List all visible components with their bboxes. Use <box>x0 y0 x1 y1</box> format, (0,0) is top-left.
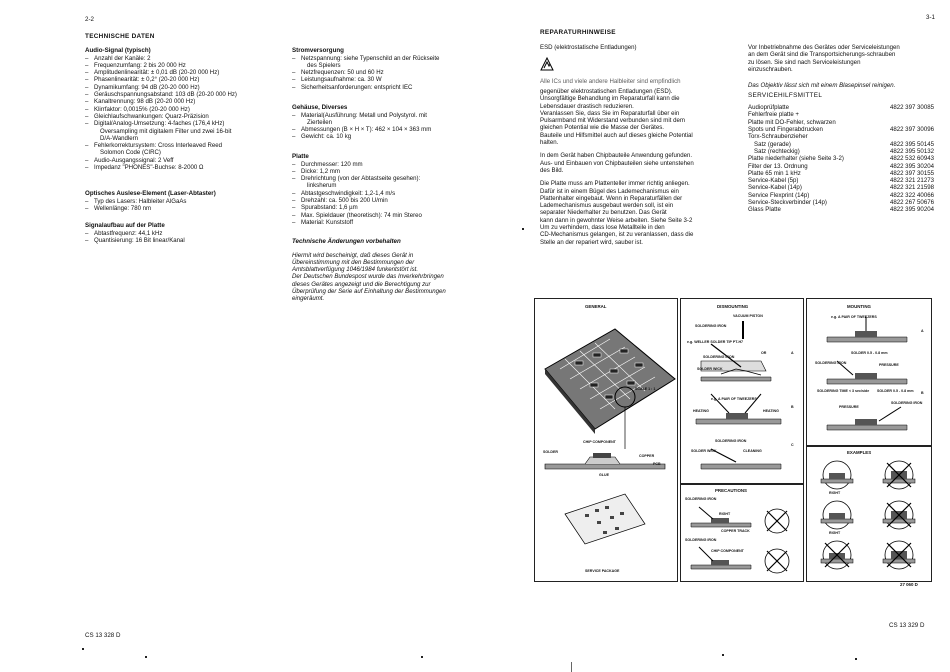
optic-heading: Optisches Auslese-Element (Laser-Abtaster) <box>85 190 216 197</box>
text-line: Unsorgfältige Behandlung im Reparaturfall kann die <box>540 95 680 103</box>
table-row: Platte niederhalter (siehe Seite 3-2) 4822 532 60943 <box>748 155 934 163</box>
changes-line: Überprüfung der Serie auf Einhaltung der Bestimmungen <box>292 288 446 296</box>
right-label: RIGHT <box>829 491 841 495</box>
list-item: – Netzfrequenzen: 50 und 60 Hz <box>292 69 492 76</box>
fold-mark <box>571 662 572 672</box>
changes-line: Übereinstimmung mit den Bestimmungen der <box>292 258 415 266</box>
soldering-iron-label: SOLDERING IRON <box>685 497 717 501</box>
examples-title: EXAMPLES <box>847 450 872 455</box>
text-line: Vor Inbetriebnahme des Gerätes oder Serviceleistungen <box>748 44 900 51</box>
list-item: – Gleichlaufschwankungen: Quarz-Präzision <box>85 113 285 120</box>
text-line: Stelle an der repariert wird, sauber ist. <box>540 238 643 246</box>
list-item: – Fehlerkorrektursystem: Cross Interleaved Reed <box>85 142 285 149</box>
list-item: – Impedanz "PHONES"-Buchse: 8-2000 Ω <box>85 164 285 171</box>
step-b-label: B <box>791 405 794 409</box>
list-item: – Drehzahl: ca. 500 bis 200 U/min <box>292 197 492 204</box>
table-row: Service-Steckverbinder (14p) 4822 267 50676 <box>748 199 934 207</box>
table-row: Audioprüfplatte 4822 397 30085 <box>748 104 934 112</box>
glue-label: GLUE <box>599 473 609 477</box>
right-label: RIGHT <box>719 512 731 516</box>
text-line: separater Niederhalter zu benutzen. Das Gerät <box>540 209 667 217</box>
page-title-left: TECHNISCHE DATEN <box>85 33 155 40</box>
page-number-left: 2-2 <box>85 16 94 23</box>
changes-line: Der Deutschen Bundespost wurde das Inverkehrbringen <box>292 273 444 281</box>
table-row: Spots und Fingerabdrucken 4822 397 30096 <box>748 126 934 134</box>
changes-line: Hiermit wird bescheinigt, daß dieses Gerät in <box>292 251 414 259</box>
soldering-iron-label: SOLDERING IRON <box>703 355 735 359</box>
changes-line: dieses Gerätes angezeigt und die Berechtigung zur <box>292 280 431 288</box>
table-row: Torx-Schraubenzieher <box>748 133 808 141</box>
table-row: Platte mit DO-Fehler, schwarzen <box>748 118 836 126</box>
solder-wick-label: SOLDER WICK <box>691 449 717 453</box>
list-item: – Geräuschspannungsabstand: 103 dB (20-20 000 Hz) <box>85 91 285 98</box>
list-item: – Quantisierung: 16 Bit linear/Kanal <box>85 237 285 244</box>
list-item: – Netzspannung: siehe Typenschild an der Rückseite <box>292 55 492 62</box>
list-item: – Spurabstand: 1,6 µm <box>292 204 492 211</box>
cleaning-label: CLEANING <box>743 449 762 453</box>
examples-panel <box>806 446 932 582</box>
step-b-label: B <box>921 391 924 395</box>
text-line: Pulsarmband mit Widerstand verbunden sind mit dem <box>540 117 685 125</box>
copper-track-label: COPPER TRACK <box>721 529 750 533</box>
paragraph <box>540 180 740 246</box>
power-heading: Stromversorgung <box>292 47 344 54</box>
or-label: OR <box>761 351 767 355</box>
mounting-title: MOUNTING <box>847 304 871 309</box>
list-item-continuation: linksherum <box>307 182 337 190</box>
table-row: Service-Kabel (14p) 4822 321 21598 <box>748 184 934 192</box>
step-a-label: A <box>791 351 794 355</box>
list-item-continuation: Zierteilen <box>307 118 333 126</box>
list-item: – Frequenzumfang: 2 bis 20 000 Hz <box>85 62 285 69</box>
list-item: – Abtastgeschwindigkeit: 1,2-1,4 m/s <box>292 190 492 197</box>
list-item: – Drehrichtung (von der Abtastseite gesehen): <box>292 175 492 182</box>
table-row: Platte 65 min 1 kHz 4822 397 30155 <box>748 169 934 177</box>
step-c-label: C <box>791 443 794 447</box>
soldering-iron-label: SOLDERING IRON <box>815 361 847 365</box>
chip-component-label: CHIP COMPONENT <box>711 549 744 553</box>
signal-heading: Signalaufbau auf der Platte <box>85 222 165 229</box>
general-title: GENERAL <box>585 304 607 309</box>
mounting-illustration <box>807 299 931 445</box>
list-item: – Sicherheitsanforderungen: entspricht IEC <box>292 84 492 91</box>
housing-heading: Gehäuse, Diverses <box>292 104 348 111</box>
soldering-iron-label: SOLDERING IRON <box>715 439 747 443</box>
service-table <box>748 104 934 213</box>
solder-size-label: SOLDER 0.5 - 0.8 mm <box>851 351 888 355</box>
paragraph <box>540 152 740 174</box>
scan-speck <box>421 656 423 658</box>
audio-section <box>85 47 285 171</box>
chip-component-label: CHIP COMPONENT <box>583 440 616 444</box>
text-line: Dafür ist in einem Bügel des Lademechanismus ein <box>540 187 679 195</box>
pcb-label: PCB <box>653 462 661 466</box>
text-line: CD-Mechanismus gelangen, ist zu veranlassen, dass die <box>540 231 694 239</box>
list-item-continuation: des Spielers <box>307 61 341 69</box>
weller-label: e.g. WELLER SOLDER TIP PT-H7 <box>687 340 744 344</box>
changes-line: eingeräumt. <box>292 295 325 303</box>
changes-line: Amtsblattverfügung 1046/1984 funkentstört ist. <box>292 266 419 274</box>
power-section <box>292 47 492 91</box>
esd-cut-line: Alle ICs und viele andere Halbleiter sind empfindlich <box>540 78 681 86</box>
list-item: – Leistungsaufnahme: ca. 30 W <box>292 76 492 83</box>
heating-label: HEATING <box>693 409 709 413</box>
text-line: des Bild. <box>540 166 564 174</box>
tweezers-label: e.g. A PAIR OF TWEEZERS <box>711 397 757 401</box>
list-item: – Material: Kunststoff <box>292 219 492 226</box>
esd-title: ESD (elektrostatische Entladungen) <box>540 44 637 51</box>
examples-illustration <box>807 447 931 581</box>
page-title-right: REPARATURHINWEISE <box>540 29 616 36</box>
list-item: – Max. Spieldauer (theoretisch): 74 min Stereo <box>292 212 492 219</box>
disc-heading: Platte <box>292 153 309 160</box>
list-item: – Material(Ausführung: Metall und Polystyrol. mit <box>292 112 492 119</box>
list-item: – Dicke: 1,2 mm <box>292 168 492 175</box>
text-line: gleichen Potential wie die Masse der Gerätes. <box>540 124 664 132</box>
precautions-title: PRECAUTIONS <box>715 488 747 493</box>
audio-list <box>85 55 285 172</box>
text-line: kann dann in gewohnter Weise arbeiten. Siehe Seite 3-2 <box>540 216 693 224</box>
pressure-label: PRESSURE <box>879 363 899 367</box>
list-item: – Durchmesser: 120 mm <box>292 161 492 168</box>
pressure-label: PRESSURE <box>839 405 859 409</box>
scan-speck <box>522 228 524 230</box>
text-line: Um zu verhindern, dass lose Metallteile in den <box>540 224 665 232</box>
text-line: gegenüber elektrostatischen Entladungen (ESD). <box>540 88 673 95</box>
dismounting-panel <box>680 298 804 484</box>
list-item: – Klirrfaktor: 0,0015% (20-20 000 Hz) <box>85 106 285 113</box>
repair-text <box>540 88 740 246</box>
esd-section <box>540 44 740 86</box>
smd-diagram <box>534 298 934 598</box>
list-item: – Abtastfrequenz: 44,1 kHz <box>85 230 285 237</box>
table-row: Fehlerfreie platte + <box>748 111 799 119</box>
list-item-continuation: Solomon Code (CIRC) <box>100 149 161 157</box>
cut-line: Das Objektiv lässt sich mit einem Blasepinsel reinigen. <box>748 82 896 90</box>
scan-speck <box>722 654 724 656</box>
text-line: Bauteile und Hilfsmittel auch auf dieses gleiche Potential <box>540 131 693 139</box>
audio-heading: Audio-Signal (typisch) <box>85 47 151 54</box>
list-item: – Wellenlänge: 780 nm <box>85 205 285 212</box>
dismounting-title: DISMOUNTING <box>717 304 749 309</box>
list-item: – Digital/Analog-Umsetzung: 4-faches (176,4 kHz) <box>85 120 285 127</box>
changes-heading: Technische Änderungen vorbehalten <box>292 238 401 245</box>
solder-wick-label: SOLDER WICK <box>697 367 723 371</box>
text-line: an dem Gerät sind die Transportsicherungs-schrauben <box>748 51 896 59</box>
soldering-iron-label: SOLDERING IRON <box>891 401 923 405</box>
signal-section <box>85 222 285 244</box>
right-label: RIGHT <box>829 531 841 535</box>
disc-section <box>292 153 492 226</box>
text-line: halten. <box>540 139 559 147</box>
list-item: – Audio-Ausgangssignal: 2 Veff <box>85 157 285 164</box>
paragraph <box>540 88 740 146</box>
list-item: – Phasenlinearität: ± 0,2° (20-20 000 Hz) <box>85 76 285 83</box>
soldering-time-label: SOLDERING TIME < 3 sec/side <box>817 389 870 393</box>
table-row: Glass Platte 4822 395 90204 <box>748 206 934 214</box>
list-item: – Kanaltrennung: 98 dB (20-20 000 Hz) <box>85 98 285 105</box>
solder-size-label: SOLDER 0.5 - 0.8 mm <box>877 389 914 393</box>
text-line: Die Platte muss am Plattenteller immer richtig anliegen. <box>540 180 690 188</box>
text-line: Lademechanismus ausgebaut werden soll, ist ein <box>540 202 674 210</box>
list-item: – Amplitudenlinearität: ± 0,01 dB (20-20 000 Hz) <box>85 69 285 76</box>
service-title: SERVICEHILFSMITTEL <box>748 92 823 100</box>
scan-speck <box>145 656 147 658</box>
step-a-label: A <box>921 329 924 333</box>
footer-code-left: CS 13 328 D <box>85 632 121 639</box>
table-row: Filter der 13. Ordnung 4822 395 30204 <box>748 162 934 170</box>
list-item: – Dynamikumfang: 94 dB (20-20 000 Hz) <box>85 84 285 91</box>
diagram-code: 27 060 D <box>900 582 918 587</box>
changes-section <box>292 238 502 303</box>
text-line: zu lösen. Sie sind nach Serviceleistungen <box>748 58 861 66</box>
solder-label: SOLDER <box>543 450 558 454</box>
soldering-iron-label: SOLDERING IRON <box>685 538 717 542</box>
mounting-panel <box>806 298 932 446</box>
text-line: Veranlassen Sie, dass Sie im Reparaturfall über ein <box>540 109 680 117</box>
soldering-iron-label: SOLDERING IRON <box>695 324 727 328</box>
list-item: – Gewicht: ca. 10 kg <box>292 133 492 140</box>
footer-code-right: CS 13 329 D <box>889 622 925 629</box>
list-item-continuation: Oversampling mit digitalem Filter und zwei 16-bit <box>100 127 232 135</box>
tweezers-label: e.g. A PAIR OF TWEEZERS <box>831 315 877 319</box>
service-package-label: SERVICE PACKAGE <box>585 569 620 573</box>
scale-label: SCALE 1 : 1 <box>635 387 656 391</box>
page-number-right: 3-1 <box>926 14 935 21</box>
list-item: – Anzahl der Kanäle: 2 <box>85 55 285 62</box>
text-line: einzuschrauben. <box>748 65 793 73</box>
list-item-continuation: D/A-Wandlern <box>100 134 139 142</box>
table-row: Satz (rechteckig) 4822 395 50132 <box>754 147 934 155</box>
list-item: – Typ des Lasers: Halbleiter AlGaAs <box>85 198 285 205</box>
table-row: Service Flexprint (14p) 4822 322 40066 <box>748 191 934 199</box>
esd-warning-icon <box>540 57 554 71</box>
text-line: In dem Gerät haben Chipbauteile Anwendung gefunden. <box>540 152 693 160</box>
heating-label: HEATING <box>763 409 779 413</box>
scan-speck <box>82 648 84 650</box>
text-line: Lebensdauer drastisch reduzieren. <box>540 102 634 110</box>
general-panel <box>534 298 678 582</box>
precautions-panel <box>680 484 804 582</box>
list-item: – Abmessungen (B × H × T): 462 × 104 × 363 mm <box>292 126 492 133</box>
scan-speck <box>855 658 857 660</box>
housing-section <box>292 104 492 141</box>
service-column <box>748 44 938 214</box>
text-line: Plattenhalter eingebaut. Wenn in Reparaturfällen der <box>540 194 683 202</box>
text-line: Aus- und Einbauen von Chipbauteilen siehe untenstehen <box>540 159 694 167</box>
table-row: Satz (gerade) 4822 395 50145 <box>754 140 934 148</box>
table-row: Service-Kabel (5p) 4822 321 21273 <box>748 177 934 185</box>
copper-label: COPPER <box>639 454 655 458</box>
optic-section <box>85 190 285 212</box>
vacuum-piston-label: VACUUM PISTON <box>733 314 763 318</box>
